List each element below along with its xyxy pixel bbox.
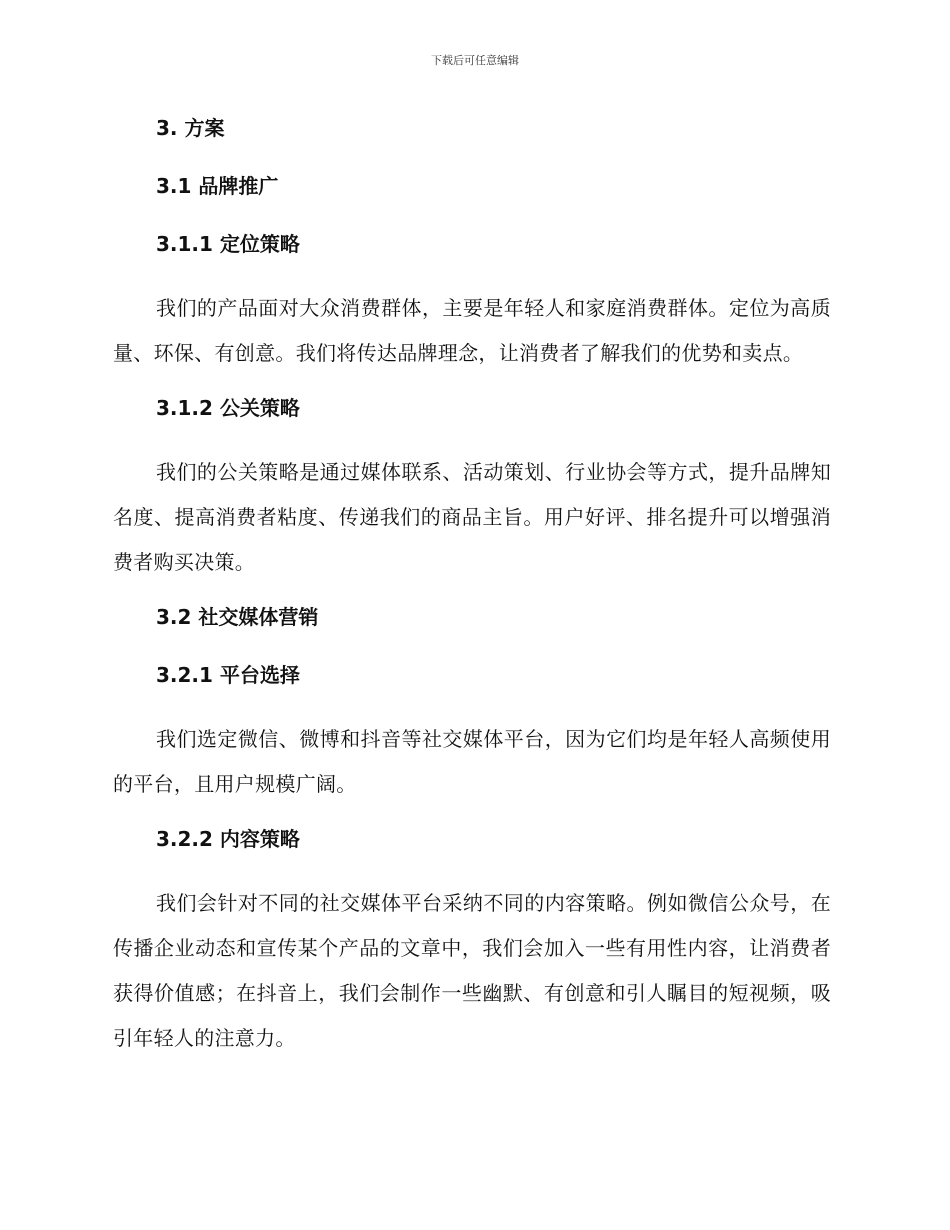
section-heading-3-1: 3.1 品牌推广 [156,174,279,198]
page-header: 下载后可任意编辑 [431,54,519,67]
section-heading-3-1-2: 3.1.2 公关策略 [156,396,300,420]
paragraph-positioning: 我们的产品面对大众消费群体，主要是年轻人和家庭消费群体。定位为高质量、环保、有创意。我们将传达品牌理念，让消费者了解我们的优势和卖点。 [113,296,831,365]
section-heading-3-2-1: 3.2.1 平台选择 [156,663,300,687]
document-body [113,112,831,1077]
section-heading-3: 3. 方案 [156,116,225,140]
paragraph-platform-selection: 我们选定微信、微博和抖音等社交媒体平台，因为它们均是年轻人高频使用的平台，且用户规模广阔。 [113,727,831,796]
section-heading-3-2-2: 3.2.2 内容策略 [156,827,300,851]
section-heading-3-1-1: 3.1.1 定位策略 [156,232,300,256]
paragraph-content-strategy: 我们会针对不同的社交媒体平台采纳不同的内容策略。例如微信公众号，在传播企业动态和宣传某个产品的文章中，我们会加入一些有用性内容，让消费者获得价值感；在抖音上，我们会制作一些幽默、有创意和引人瞩目的短视频，吸引年轻人的注意力。 [113,891,831,1050]
section-heading-3-2: 3.2 社交媒体营销 [156,605,319,629]
paragraph-pr-strategy: 我们的公关策略是通过媒体联系、活动策划、行业协会等方式，提升品牌知名度、提高消费者粘度、传递我们的商品主旨。用户好评、排名提升可以增强消费者购买决策。 [113,460,831,574]
